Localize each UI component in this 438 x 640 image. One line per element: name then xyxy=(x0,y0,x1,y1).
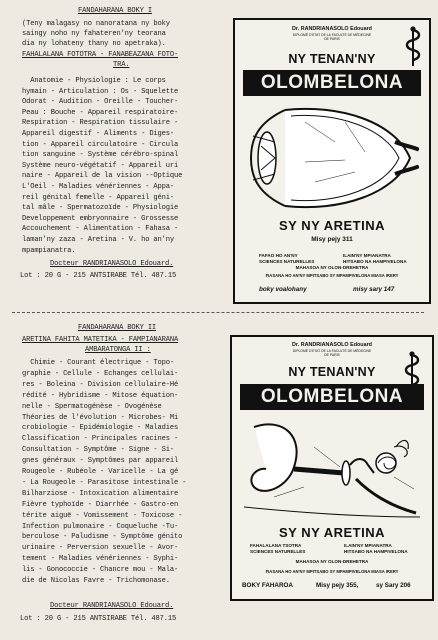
top-body-line: hymain - Articulation : Os - Squelette xyxy=(22,87,179,96)
bottom-heading: FANDAHARANA BOKY II xyxy=(78,324,157,332)
ad2-diploma-2: DE PARIS xyxy=(324,353,340,357)
ad2-footer-mid: Misy pejy 355, xyxy=(316,582,359,589)
bottom-body-line: crobiologie - Epidémiologie - Maladies xyxy=(22,424,179,433)
ad2-info-5: MAHASOA NY OLON-DREHETRA xyxy=(295,559,369,564)
ad1-diploma-2: DE PARIS xyxy=(324,37,340,41)
ad1-info-2: ILAIN'NY MPIANATRA xyxy=(343,253,391,258)
ad1-pages: Misy pejy 311 xyxy=(311,236,353,243)
ad2-info-1: FAHALALANA TSOTRA xyxy=(250,543,302,548)
top-body-line: mpampianatra. xyxy=(22,246,76,255)
top-body-line: Developpement embryonnaire - Grossesse xyxy=(22,214,179,223)
top-note-line-1: (Teny malagasy no nanoratana ny boky xyxy=(22,20,170,28)
ear-diagram xyxy=(244,417,420,521)
bottom-body-line: Classification - Principales racines - xyxy=(22,435,179,444)
bottom-body-line: Théories de l'évolution - Microbes- Mi xyxy=(22,413,179,422)
bottom-body-line: - La Rougeole - Parasitose intestinale - xyxy=(22,478,187,487)
ad2-footer-left: BOKY FAHAROA xyxy=(242,582,293,589)
ad2-title-bar: OLOMBELONA xyxy=(240,384,424,410)
top-address: Lot : 20 G - 215 ANTSIRABE Tél. 487.15 xyxy=(20,272,177,280)
ad2-info-2: ILAIN'NY MPIANATRA xyxy=(344,543,392,548)
ad1-doctor: Dr. RANDRIANASOLO Edouard xyxy=(292,26,372,32)
book-advert-1 xyxy=(233,18,431,304)
ad1-title-top: NY TENAN'NY xyxy=(288,52,376,66)
bottom-body-line: Fièvre typhoïde - Diarrhée - Gastro-en xyxy=(22,500,179,509)
ad2-footer-right: sy Sary 206 xyxy=(376,582,411,589)
bottom-body-line: die de Nicolas Favre - Trichomonase. xyxy=(22,577,170,585)
bottom-body-line: Rougeole - Rubéole - Varicelle - La gé xyxy=(22,468,179,476)
top-signature: Docteur RANDRIANASOLO Edouard. xyxy=(50,260,174,268)
bottom-body-line: tement - Maladies vénériennes - Syphi- xyxy=(22,555,179,564)
ad1-title-bar: OLOMBELONA xyxy=(243,70,421,96)
top-heading: FANDAHARANA BOKY I xyxy=(78,7,152,15)
top-body-line: tion sanguine - Système cérébro-spinal xyxy=(22,151,179,160)
top-body-line: Système neuro-végétatif - Appareil uri xyxy=(22,161,179,170)
bottom-subheading-1: ARETINA FAHITA MATETIKA - FAMPIANARANA xyxy=(22,336,179,344)
ad2-info-4: HITSABO NA HAMPIVELONA xyxy=(344,549,408,554)
top-body-line: Appareil digestif - Aliments - Diges- xyxy=(22,130,174,138)
top-body-line: laman'ny zaza - Aretina - V. ho an'ny xyxy=(22,236,174,244)
bottom-subheading-2: AMBARATONGA II : xyxy=(85,346,151,354)
bottom-body-line: Infection pulmonaire - Coqueluche -Tu- xyxy=(22,522,179,531)
bottom-body-line: gnes généraux - Symptômes par appareil xyxy=(22,457,179,466)
top-body-line: reil génital femelle - Appareil géni- xyxy=(22,193,174,202)
ad1-info-3: SCIENCES NATURELLES xyxy=(259,259,315,264)
ad1-footer-left: boky voalohany xyxy=(259,286,307,293)
top-body-line: Accouchement - Alimentation - Fahasa - xyxy=(22,225,179,234)
top-body-line: Odorat - Audition - Oreille - Toucher- xyxy=(22,98,179,107)
ad1-diploma-1: DIPLOMÉ D'ETAT DE LA FACULTÉ DE MÉDECINE xyxy=(292,33,372,37)
ad2-info-last: FIASANA HO AN'NY MPITSABO SY MPAMPIVELONA MIASA IRERY xyxy=(265,569,399,574)
bottom-body-line: berculose - Paludisme - Symptôme génito xyxy=(22,533,183,542)
bottom-body-line: res - Boleina - Division cellulaire-Hé xyxy=(22,380,179,389)
bottom-address: Lot : 20 G - 215 ANTSIRABE Tél. 487.15 xyxy=(20,615,177,623)
bottom-body-line: térite aiguë - Vomissement - Toxicose - xyxy=(22,511,183,520)
top-body-line: Peau : Bouche - Appareil respiratoire- xyxy=(22,108,179,117)
top-note-line-2: saingy noho ny fahateren'ny teorana xyxy=(22,30,166,38)
bottom-body-line: Consultation - Symptôme - Signe - Si- xyxy=(22,446,174,455)
top-body-line: L'Oeil - Maladies vénériennes - Appa- xyxy=(22,183,174,191)
bottom-signature: Docteur RANDRIANASOLO Edouard. xyxy=(50,602,174,610)
bottom-body-line: graphie - Cellule - Echanges cellulai- xyxy=(22,369,179,378)
bottom-body-line: lis - Gonococcie - Chancre mou - Mala- xyxy=(22,566,179,575)
bottom-body-line: urinaire - Perversion sexuelle - Avor- xyxy=(22,544,179,553)
ad1-info-last: FIASANA HO AN'NY MPITSABO SY MPAMPIVELONA MIASA IRERY xyxy=(265,273,399,278)
ad2-diploma-1: DIPLOMÉ D'ETAT DE LA FACULTÉ DE MÉDECINE xyxy=(292,349,372,353)
top-subheading-2: TRA. xyxy=(113,61,130,69)
ad2-doctor: Dr. RANDRIANASOLO Edouard xyxy=(292,342,372,348)
ad1-info-1: FAFAO HO AN'NY xyxy=(259,253,298,258)
ad2-title-top: NY TENAN'NY xyxy=(288,365,376,379)
ad2-info-3: SCIENCES NATURELLES xyxy=(250,549,306,554)
ad1-info-5: MAHASOA NY OLON-DREHETRA xyxy=(295,265,369,270)
ad1-subtitle: SY NY ARETINA xyxy=(279,218,385,233)
section-divider xyxy=(12,312,424,313)
bottom-body-line: rédité - Hybridisme - Mitose équation- xyxy=(22,391,179,400)
top-body-line: Anatomie - Physiologie : Le corps xyxy=(22,77,166,85)
ad1-footer-right: misy sary 147 xyxy=(353,286,395,293)
top-body-line: Respiration - Respiration tissulaire - xyxy=(22,119,179,128)
top-body-line: tal mâle - Spermatozoïde - Physiologie xyxy=(22,204,179,213)
ad2-subtitle: SY NY ARETINA xyxy=(279,525,385,540)
top-body-line: naire - Appareil de la vision --Optique xyxy=(22,172,183,181)
eye-diagram xyxy=(245,102,419,214)
top-body-line: tion - Appareil circulatoire - Circula xyxy=(22,140,179,149)
bottom-body-line: Chimie - Courant électrique - Topo- xyxy=(22,359,174,367)
ad1-info-4: HITSABO NA HAMPIVELONA xyxy=(343,259,407,264)
bottom-body-line: Bilharziose - Intoxication alimentaire xyxy=(22,489,179,498)
book-advert-2 xyxy=(230,335,434,601)
bottom-body-line: nelle - Spermatogénèse - Ovogénèse xyxy=(22,402,162,411)
top-subheading-1: FAHALALANA FOTOTRA - FANABEAZANA FOTO- xyxy=(22,51,179,59)
top-note-line-3: dia ny lohateny thany no apetraka). xyxy=(22,40,166,48)
